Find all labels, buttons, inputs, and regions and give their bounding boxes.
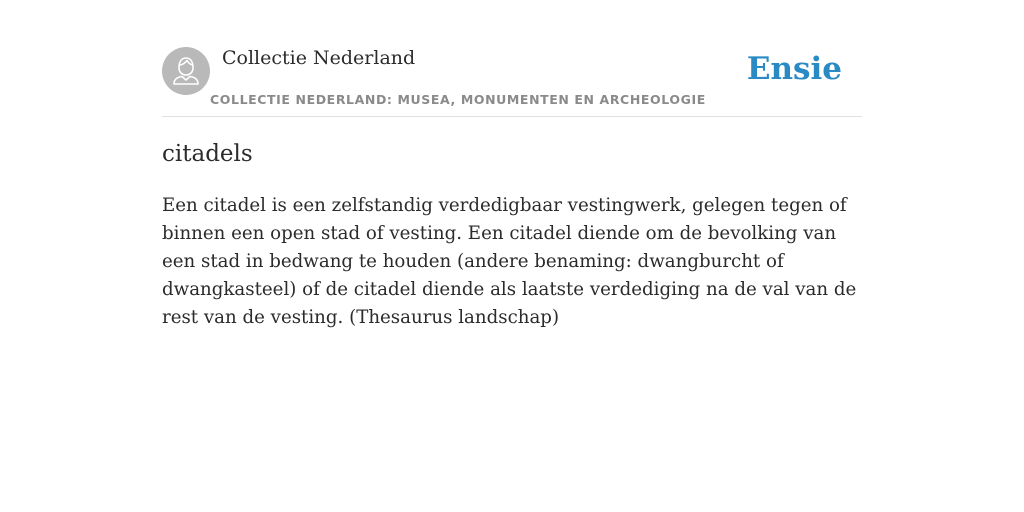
author-name[interactable]: Collectie Nederland: [222, 47, 416, 69]
definition-card: [162, 0, 862, 512]
entry-title: citadels: [162, 141, 253, 167]
source-label[interactable]: COLLECTIE NEDERLAND: MUSEA, MONUMENTEN EN ARCHEOLOGIE: [210, 92, 706, 107]
card-header: [162, 0, 862, 117]
ensie-logo[interactable]: Ensie: [746, 51, 842, 87]
user-avatar-icon: [162, 47, 210, 95]
entry-definition: Een citadel is een zelfstandig verdedigbaar vestingwerk, gelegen tegen of binnen een open stad of vesting. Een citadel diende om de bevolking van een stad in bedwang te houden (andere benaming: dwangburcht of dwangkasteel) of de citadel diende als laatste verdediging na de val van de rest van de vesting. (Thesaurus landschap): [162, 195, 857, 328]
author-avatar[interactable]: [162, 47, 210, 95]
